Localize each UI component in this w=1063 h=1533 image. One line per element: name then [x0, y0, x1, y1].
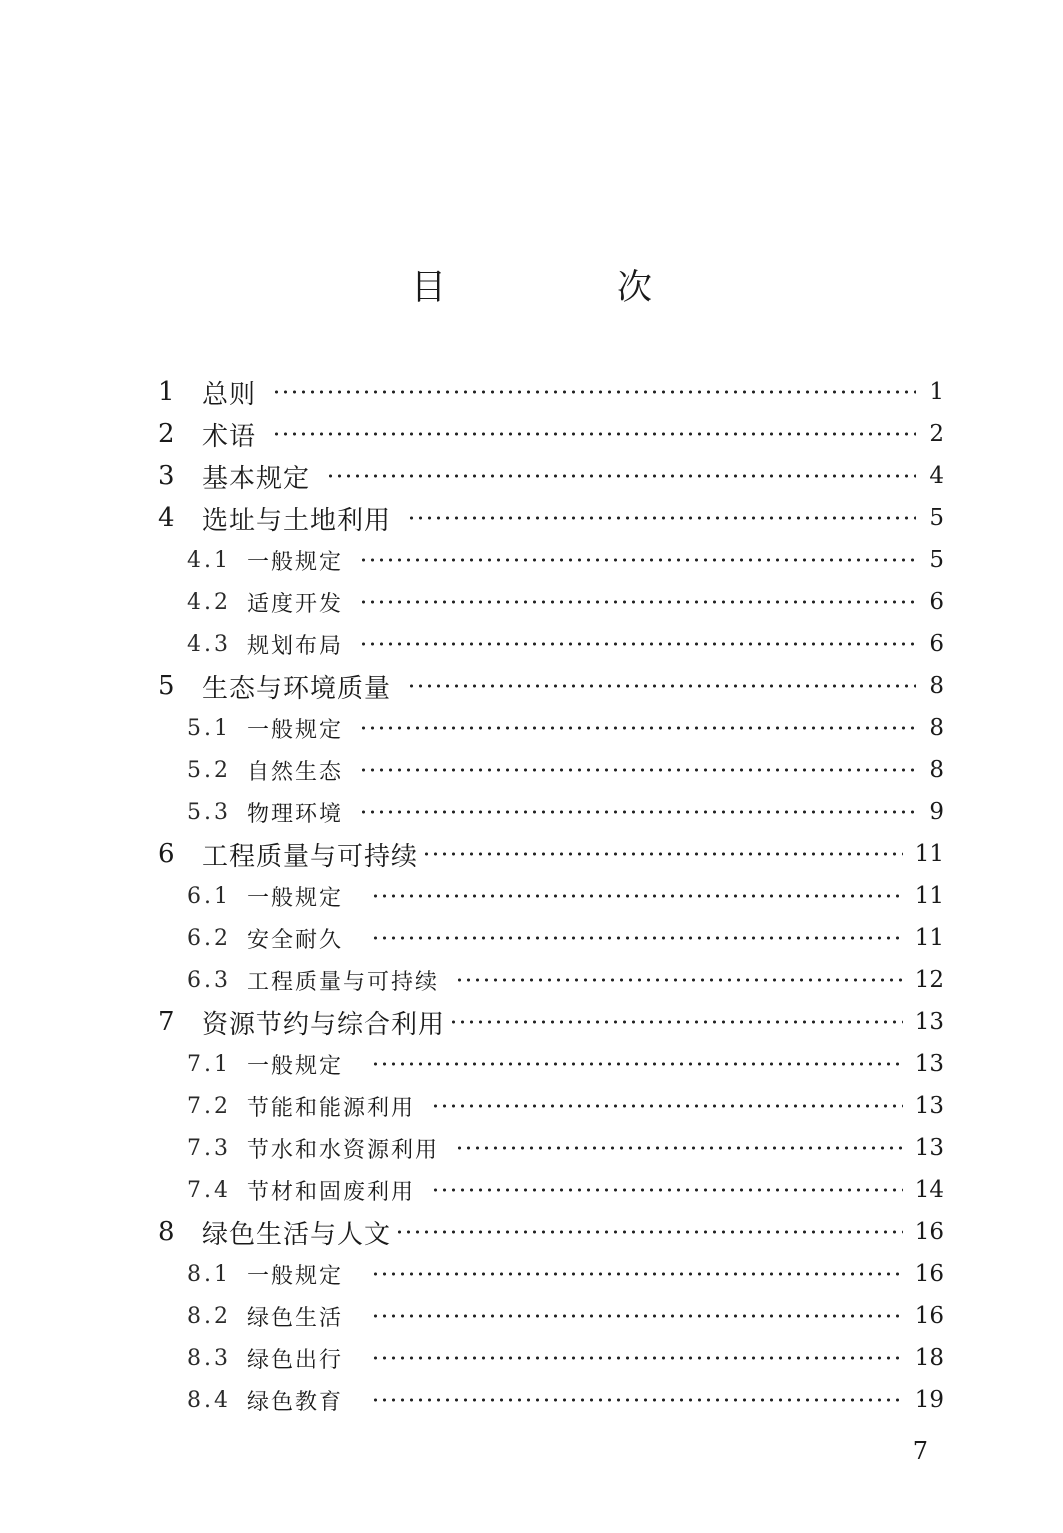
toc-number: 8.2 [187, 1303, 231, 1329]
toc-title: 绿色教育 [247, 1389, 344, 1415]
toc-section-7-1[interactable] [158, 1043, 944, 1085]
dot-leader [422, 852, 903, 856]
toc-title: 总则 [202, 379, 257, 410]
toc-page-number: 11 [914, 925, 944, 951]
toc-page-number: 14 [914, 1177, 944, 1203]
toc-number: 6.1 [187, 883, 231, 909]
dot-leader [407, 684, 916, 688]
toc-number: 4.2 [187, 589, 231, 615]
toc-section-8-2[interactable] [158, 1295, 944, 1337]
footer-page-number: 7 [912, 1437, 928, 1465]
toc-section-8-1[interactable] [158, 1253, 944, 1295]
toc-page-number: 11 [914, 883, 944, 909]
toc-page-number: 9 [929, 799, 944, 825]
toc-title: 规划布局 [247, 633, 344, 659]
toc-number: 4.3 [187, 631, 231, 657]
toc-section-4-3[interactable] [158, 623, 944, 665]
toc-title: 资源节约与综合利用 [202, 1009, 446, 1040]
toc-page-number: 4 [929, 463, 944, 489]
dot-leader [371, 1314, 903, 1318]
dot-leader [359, 726, 916, 730]
toc-title: 一般规定 [247, 1053, 344, 1079]
toc-page-number: 13 [914, 1051, 944, 1077]
toc-chapter-1[interactable] [158, 371, 944, 413]
dot-leader [371, 894, 903, 898]
dot-leader [359, 810, 916, 814]
toc-page-number: 11 [914, 841, 944, 867]
toc-title: 术语 [202, 421, 257, 452]
toc-number: 6 [158, 839, 175, 869]
dot-leader [431, 1104, 903, 1108]
toc-chapter-4[interactable] [158, 497, 944, 539]
toc-number: 7.4 [187, 1177, 231, 1203]
toc-number: 2 [158, 419, 175, 449]
toc-page-number: 6 [929, 589, 944, 615]
toc-page-number: 5 [929, 505, 944, 531]
toc-section-5-1[interactable] [158, 707, 944, 749]
toc-section-8-3[interactable] [158, 1337, 944, 1379]
toc-section-5-3[interactable] [158, 791, 944, 833]
dot-leader [431, 1188, 903, 1192]
dot-leader [407, 516, 916, 520]
toc-page-number: 16 [914, 1261, 944, 1287]
toc-page-number: 18 [914, 1345, 944, 1371]
toc-chapter-5[interactable] [158, 665, 944, 707]
toc-number: 3 [158, 461, 175, 491]
toc-number: 6.2 [187, 925, 231, 951]
toc-title: 工程质量与可持续 [202, 841, 419, 872]
dot-leader [371, 1398, 903, 1402]
toc-page-number: 1 [929, 379, 944, 405]
toc-chapter-3[interactable] [158, 455, 944, 497]
dot-leader [449, 1020, 903, 1024]
dot-leader [359, 642, 916, 646]
toc-page-number: 8 [929, 715, 944, 741]
dot-leader [359, 558, 916, 562]
toc-section-8-4[interactable] [158, 1379, 944, 1421]
toc-number: 5 [158, 671, 175, 701]
toc-number: 7.3 [187, 1135, 231, 1161]
dot-leader [326, 474, 916, 478]
toc-page-number: 13 [914, 1009, 944, 1035]
dot-leader [359, 600, 916, 604]
toc-number: 4.1 [187, 547, 231, 573]
toc-section-7-4[interactable] [158, 1169, 944, 1211]
dot-leader [455, 978, 903, 982]
toc-page-number: 13 [914, 1135, 944, 1161]
toc-title: 一般规定 [247, 885, 344, 911]
toc-number: 7.1 [187, 1051, 231, 1077]
toc-section-6-1[interactable] [158, 875, 944, 917]
toc-page-number: 5 [929, 547, 944, 573]
toc-number: 7.2 [187, 1093, 231, 1119]
dot-leader [371, 1356, 903, 1360]
dot-leader [455, 1146, 903, 1150]
toc-title: 一般规定 [247, 717, 344, 743]
toc-page-number: 2 [929, 421, 944, 447]
toc-title: 自然生态 [247, 759, 344, 785]
toc-title: 基本规定 [202, 463, 311, 494]
toc-number: 5.2 [187, 757, 231, 783]
dot-leader [272, 432, 916, 436]
toc-section-7-2[interactable] [158, 1085, 944, 1127]
toc-title: 节材和固废利用 [247, 1179, 416, 1205]
toc-number: 8.4 [187, 1387, 231, 1413]
toc-section-7-3[interactable] [158, 1127, 944, 1169]
toc-page-number: 6 [929, 631, 944, 657]
toc-page-number: 19 [914, 1387, 944, 1413]
toc-title: 绿色生活 [247, 1305, 344, 1331]
toc-chapter-8[interactable] [158, 1211, 944, 1253]
toc-title: 一般规定 [247, 1263, 344, 1289]
toc-number: 6.3 [187, 967, 231, 993]
toc-number: 1 [158, 377, 175, 407]
toc-section-6-3[interactable] [158, 959, 944, 1001]
page-title: 目 次 [410, 268, 720, 308]
toc-section-6-2[interactable] [158, 917, 944, 959]
toc-title: 工程质量与可持续 [247, 969, 440, 995]
toc-number: 7 [158, 1007, 175, 1037]
toc-section-4-1[interactable] [158, 539, 944, 581]
toc-title: 节能和能源利用 [247, 1095, 416, 1121]
toc-number: 8.3 [187, 1345, 231, 1371]
toc-chapter-7[interactable] [158, 1001, 944, 1043]
toc-title: 绿色出行 [247, 1347, 344, 1373]
dot-leader [359, 768, 916, 772]
dot-leader [371, 936, 903, 940]
toc-number: 8.1 [187, 1261, 231, 1287]
toc-title: 安全耐久 [247, 927, 344, 953]
dot-leader [395, 1230, 903, 1234]
toc-title: 生态与环境质量 [202, 673, 392, 704]
dot-leader [371, 1062, 903, 1066]
toc-number: 5.3 [187, 799, 231, 825]
toc-title: 适度开发 [247, 591, 344, 617]
toc-page-number: 8 [929, 673, 944, 699]
toc-title: 一般规定 [247, 549, 344, 575]
toc-page-number: 12 [914, 967, 944, 993]
toc-title: 物理环境 [247, 801, 344, 827]
dot-leader [371, 1272, 903, 1276]
toc-title: 节水和水资源利用 [247, 1137, 440, 1163]
toc-section-5-2[interactable] [158, 749, 944, 791]
toc-chapter-2[interactable] [158, 413, 944, 455]
toc-number: 5.1 [187, 715, 231, 741]
toc-section-4-2[interactable] [158, 581, 944, 623]
dot-leader [272, 390, 916, 394]
toc-number: 4 [158, 503, 175, 533]
toc-page-number: 16 [914, 1303, 944, 1329]
toc-chapter-6[interactable] [158, 833, 944, 875]
toc-page-number: 8 [929, 757, 944, 783]
toc-number: 8 [158, 1217, 175, 1247]
toc-title: 选址与土地利用 [202, 505, 392, 536]
toc-page-number: 16 [914, 1219, 944, 1245]
toc-title: 绿色生活与人文 [202, 1219, 392, 1250]
table-of-contents [158, 371, 944, 1421]
toc-page-number: 13 [914, 1093, 944, 1119]
